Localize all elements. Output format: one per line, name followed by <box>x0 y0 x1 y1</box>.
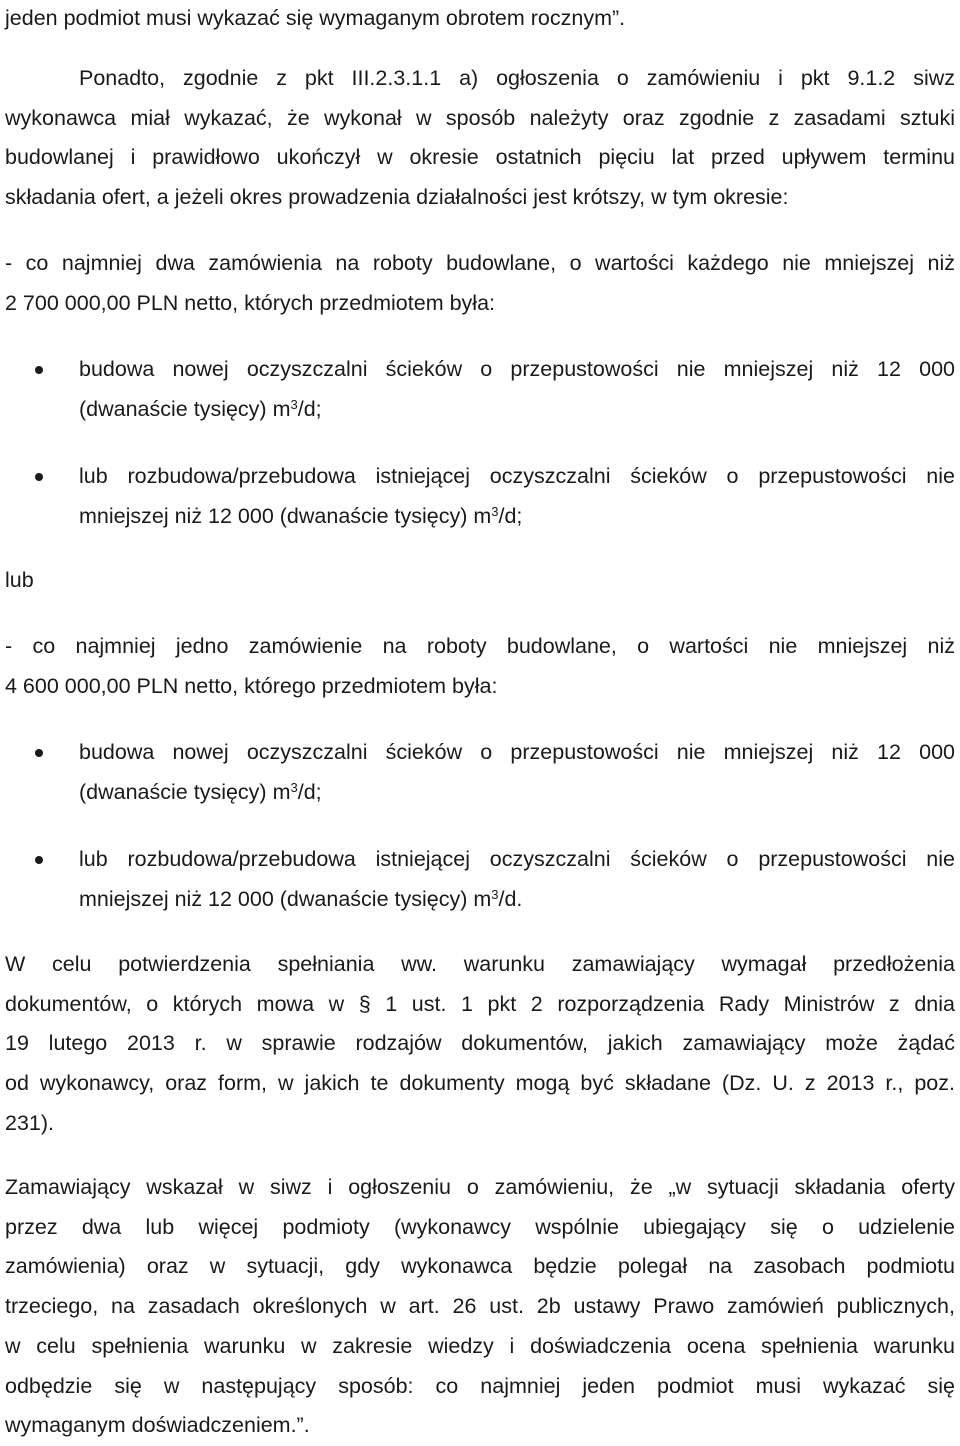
text-line: 4 600 000,00 PLN netto, którego przedmiotem była: <box>5 673 498 698</box>
bullet-item <box>5 457 955 536</box>
text-line: Ponadto, zgodnie z pkt III.2.3.1.1 a) ogłoszenia o zamówieniu i pkt 9.1.2 siwz <box>79 66 955 90</box>
text-line: 231). <box>5 1110 55 1135</box>
text-line: Zamawiający wskazał w siwz i ogłoszeniu o zamówieniu, że „w sytuacji składania oferty <box>5 1175 955 1199</box>
text-line: dokumentów, o których mowa w § 1 ust. 1 pkt 2 rozporządzenia Rady Ministrów z dnia <box>5 991 955 1016</box>
text-line: lub rozbudowa/przebudowa istniejącej oczyszczalni ścieków o przepustowości nie <box>79 847 955 871</box>
text-line: budowa nowej oczyszczalni ścieków o przepustowości nie mniejszej niż 12 000 <box>79 740 955 764</box>
text-line: zamówienia) oraz w sytuacji, gdy wykonawca będzie polegał na zasobach podmiotu <box>5 1254 955 1279</box>
text-line: składania ofert, a jeżeli okres prowadzenia działalności jest krótszy, w tym okresie: <box>5 185 789 210</box>
requirement-option-2 <box>5 627 955 706</box>
text-line: W celu potwierdzenia spełniania ww. warunku zamawiający wymagał przedłożenia <box>5 952 955 976</box>
or-label <box>5 561 955 601</box>
paragraph-documents <box>5 945 955 1144</box>
text-line: w celu spełnienia warunku w zakresie wiedzy i doświadczenia ocena spełnienia warunku <box>5 1333 955 1358</box>
text-line: lub rozbudowa/przebudowa istniejącej oczyszczalni ścieków o przepustowości nie <box>79 464 955 488</box>
text-line: mniejszej niż 12 000 (dwanaście tysięcy) $m^3/d$. <box>79 886 523 911</box>
text-line: wymaganym doświadczeniem.”. <box>5 1413 310 1438</box>
text-line: wykonawca miał wykazać, że wykonał w sposób należyty oraz zgodnie z zasadami sztuki <box>5 105 955 130</box>
bullet-item <box>5 733 955 812</box>
paragraph-requirements-intro <box>5 59 955 218</box>
requirement-option-1 <box>5 244 955 323</box>
bullet-icon <box>35 473 43 481</box>
text-line: 19 lutego 2013 r. w sprawie rodzajów dokumentów, jakich zamawiający może żądać <box>5 1031 955 1056</box>
text-line: (dwanaście tysięcy) $m^3/d$; <box>79 779 322 804</box>
text-line: od wykonawcy, oraz form, w jakich te dokumenty mogą być składane (Dz. U. z 2013 r., poz. <box>5 1071 955 1096</box>
text-line: budowlanej i prawidłowo ukończył w okresie ostatnich pięciu lat przed upływem terminu <box>5 145 955 170</box>
bullet-icon <box>35 856 43 864</box>
bullet-icon <box>35 749 43 757</box>
text-line: odbędzie się w następujący sposób: co najmniej jeden podmiot musi wykazać się <box>5 1373 955 1398</box>
text-line: jeden podmiot musi wykazać się wymaganym obrotem rocznym”. <box>5 6 626 30</box>
text-line: 2 700 000,00 PLN netto, których przedmiotem była: <box>5 290 495 315</box>
text-line: przez dwa lub więcej podmioty (wykonawcy wspólnie ubiegający się o udzielenie <box>5 1214 955 1239</box>
bullet-icon <box>35 366 43 374</box>
bullet-item <box>5 840 955 919</box>
text-line: lub <box>5 568 34 592</box>
text-line: (dwanaście tysięcy) $m^3/d$; <box>79 396 322 421</box>
text-line: trzeciego, na zasadach określonych w art. 26 ust. 2b ustawy Prawo zamówień publicznych, <box>5 1294 955 1319</box>
text-line: budowa nowej oczyszczalni ścieków o przepustowości nie mniejszej niż 12 000 <box>79 357 955 381</box>
text-line: - co najmniej jedno zamówienie na roboty budowlane, o wartości nie mniejszej niż <box>5 634 955 658</box>
bullet-item <box>5 350 955 429</box>
paragraph-joint-bidders <box>5 1168 955 1446</box>
text-line: mniejszej niż 12 000 (dwanaście tysięcy) $m^3/d$; <box>79 503 523 528</box>
intro-paragraph <box>5 0 955 39</box>
text-line: - co najmniej dwa zamówienia na roboty budowlane, o wartości każdego nie mniejszej niż <box>5 251 955 275</box>
